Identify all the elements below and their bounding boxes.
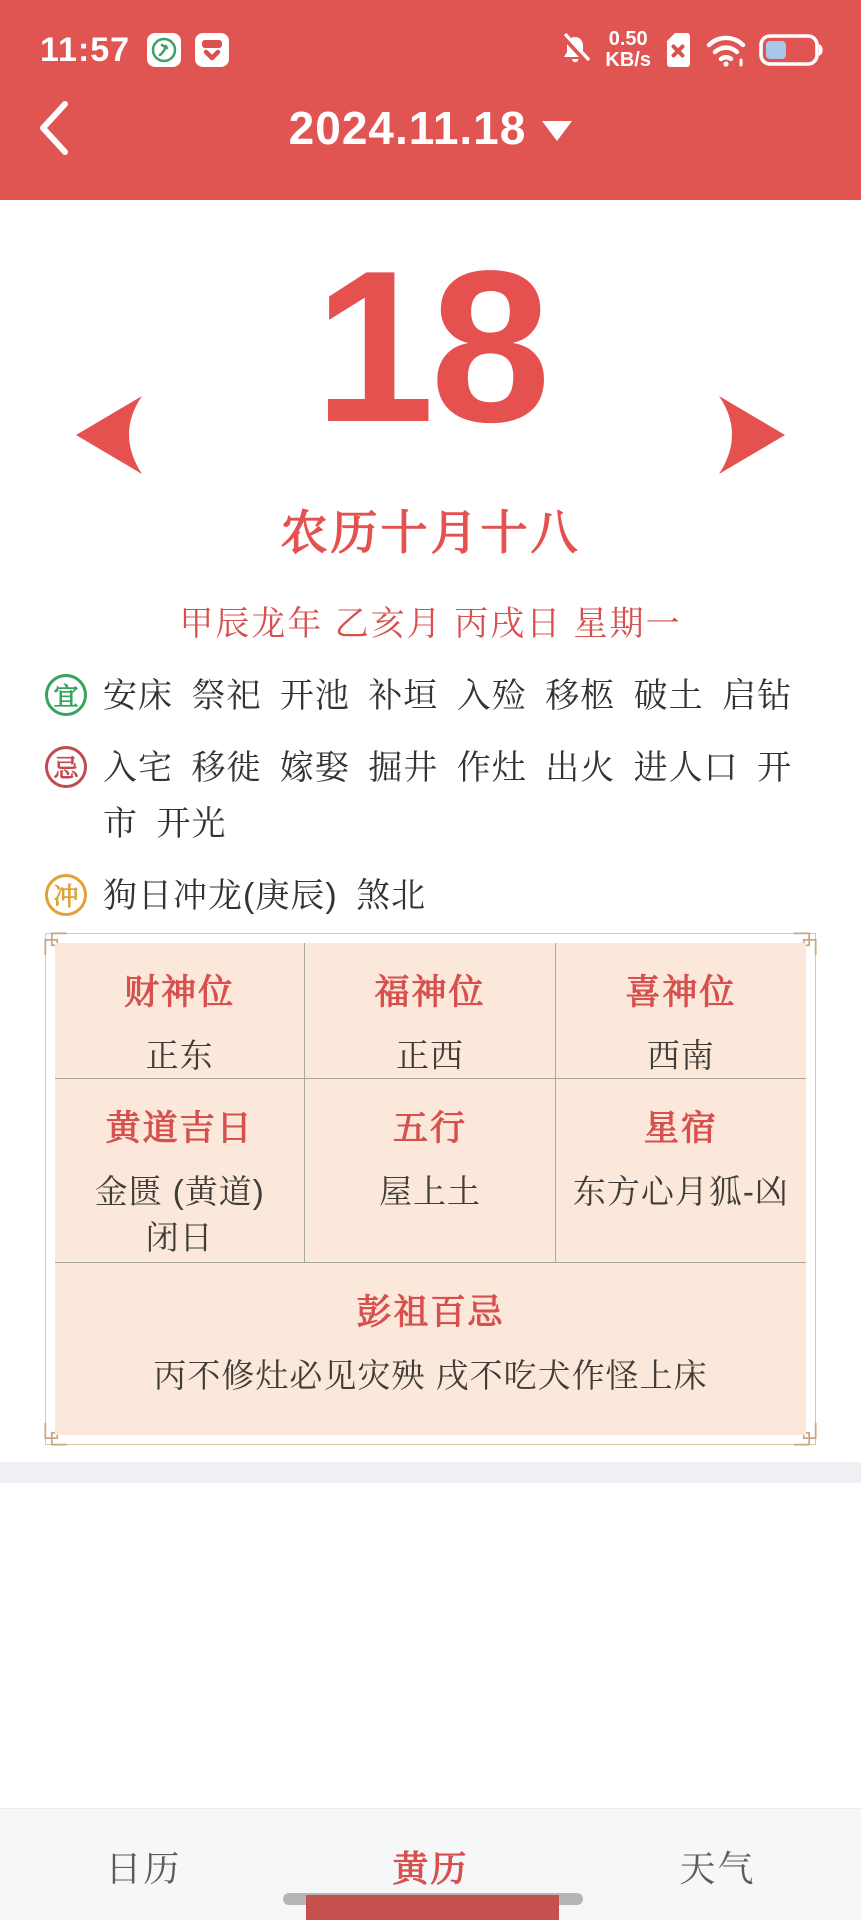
status-icons-right [557, 29, 825, 71]
dropdown-caret-icon [542, 121, 572, 141]
wealth-god-cell [55, 943, 305, 1079]
home-indicator-accent [306, 1895, 559, 1920]
zodiac-day-cell [55, 1079, 305, 1262]
almanac-grid [55, 943, 806, 1435]
cell-value: 正西 [395, 1037, 464, 1074]
current-date-label: 2024.11.18 [288, 102, 527, 154]
auspicious-activities: 安床 祭祀 开池 补垣 入殓 移柩 破土 启钻 [103, 677, 793, 715]
constellation-cell [556, 1079, 806, 1262]
conflict-row [45, 868, 817, 924]
ganzhi-weekday-label: 甲辰龙年 乙亥月 丙戌日 星期一 [179, 605, 682, 643]
cell-label: 五行 [392, 1109, 467, 1148]
section-divider [0, 1462, 861, 1483]
tab-calendar[interactable]: 日历 [105, 1848, 182, 1889]
wifi-icon [705, 32, 747, 68]
app-header [0, 0, 861, 200]
mute-bell-icon [557, 32, 593, 68]
network-speed-value: 0.50 [608, 28, 648, 50]
next-day-arrow[interactable] [711, 390, 791, 480]
five-elements-cell [305, 1079, 555, 1262]
cell-label: 彭祖百忌 [356, 1293, 505, 1332]
red-app-notification-icon [194, 32, 230, 68]
cell-label: 福神位 [374, 973, 486, 1012]
table-row [55, 1079, 806, 1263]
network-speed-indicator [605, 29, 651, 71]
cell-label: 星宿 [643, 1109, 718, 1148]
cell-value: 金匮 (黄道) 闭日 [94, 1173, 265, 1256]
cell-value: 正东 [145, 1037, 214, 1074]
green-app-notification-icon [146, 32, 182, 68]
table-row [55, 1263, 806, 1435]
status-bar [40, 26, 825, 74]
sim-card-error-icon [663, 31, 693, 69]
tab-weather[interactable]: 天气 [679, 1848, 756, 1889]
yi-icon: 宜 [45, 674, 87, 716]
joy-god-cell [556, 943, 806, 1079]
chong-icon: 冲 [45, 874, 87, 916]
fortune-god-cell [305, 943, 555, 1079]
previous-day-arrow[interactable] [70, 390, 150, 480]
cell-label: 财神位 [124, 973, 236, 1012]
conflict-direction-text: 狗日冲龙(庚辰) 煞北 [103, 877, 427, 915]
cell-label: 喜神位 [625, 973, 737, 1012]
cell-value: 丙不修灶必见灾殃 戌不吃犬作怪上床 [153, 1357, 708, 1394]
nav-bar [0, 88, 861, 168]
battery-icon [759, 32, 825, 68]
almanac-table [45, 933, 816, 1445]
network-speed-unit: KB/s [605, 49, 651, 71]
lunar-date-label: 农历十月十八 [280, 506, 581, 559]
cell-value: 西南 [646, 1037, 715, 1074]
cell-value: 屋上土 [378, 1173, 481, 1210]
table-row [55, 943, 806, 1079]
ji-icon: 忌 [45, 746, 87, 788]
almanac-entries [45, 668, 817, 940]
notification-app-icons [146, 32, 230, 68]
cell-label: 黄道吉日 [105, 1109, 254, 1148]
clock: 11:57 [40, 30, 131, 69]
tab-almanac[interactable]: 黄历 [392, 1848, 469, 1889]
cell-value: 东方心月狐-凶 [572, 1173, 789, 1210]
inauspicious-activities: 入宅 移徙 嫁娶 掘井 作灶 出火 进人口 开市 开光 [103, 749, 793, 843]
day-number: 18 [314, 225, 547, 467]
date-picker-title[interactable] [0, 88, 861, 168]
auspicious-row [45, 668, 817, 724]
inauspicious-row [45, 740, 817, 852]
pengzu-taboo-cell [55, 1263, 806, 1435]
